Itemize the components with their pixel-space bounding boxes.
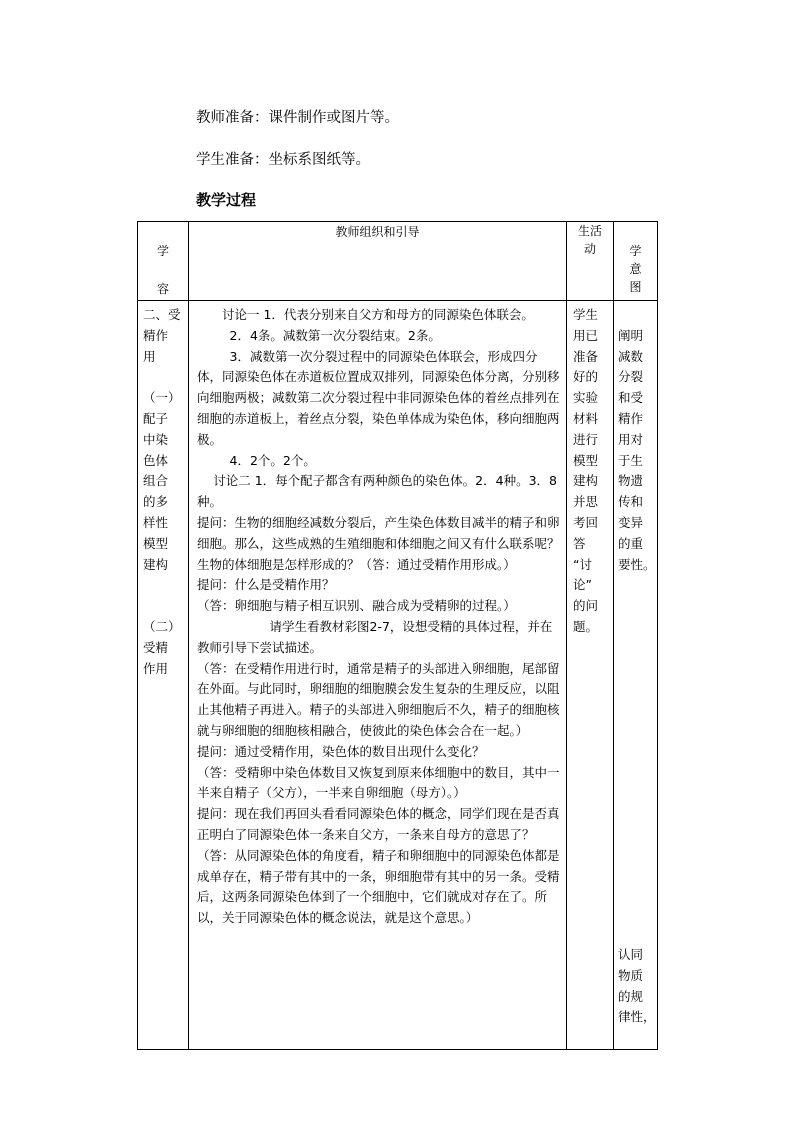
intent-bottom: 认同 物质 的规 律性， bbox=[618, 946, 656, 1025]
header-intent-line3: 图 bbox=[629, 280, 642, 294]
header-teacher-guidance: 教师组织和引导 bbox=[189, 222, 567, 301]
header-student-activity bbox=[567, 222, 614, 301]
instruction-view-figure: 请学生看教材彩图2-7，设想受精的具体过程，并在教师引导下尝试描述。 bbox=[197, 618, 553, 655]
header-content-bottom: 容 bbox=[156, 282, 169, 296]
intent-top: 阐明 减数 分裂 和受 精作 用对 于生 物遗 传和 变异 的重 要性。 bbox=[618, 327, 656, 572]
discussion2: 讨论二 1．每个配子都含有两种颜色的染色体。2．4种。3．8种。 bbox=[197, 473, 557, 510]
student-activity-cell: 学生 用已 准备 好的 实验 材料 进行 模型 建构 并思 考回 答 “讨 论” 的问 题。 bbox=[567, 301, 614, 1050]
answer-what-is-fertilization: （答：卵细胞与精子相互识别、融合成为受精卵的过程。） bbox=[197, 598, 516, 614]
teacher-guidance-cell bbox=[189, 301, 567, 1050]
lesson-table bbox=[137, 221, 658, 1050]
question-homologous-concept: 提问：现在我们再回头看看同源染色体的概念，同学们现在是否真正明白了同源染色体一条来自父方，一条来自母方的意思了？ bbox=[197, 806, 560, 842]
discussion1-q4: 4．2个。2个。 bbox=[229, 452, 316, 468]
table-body-row bbox=[138, 301, 658, 1050]
answer-chromosome-change: （答：受精卵中染色体数目又恢复到原来体细胞中的数目，其中一半来自精子（父方），一半来自卵细胞（母方）。） bbox=[197, 764, 560, 801]
header-intent-line1: 学 bbox=[629, 244, 642, 258]
header-content-top: 学 bbox=[156, 244, 169, 258]
discussion1-q3: 3．减数第一次分裂过程中的同源染色体联会，形成四分体，同源染色体在赤道板位置成双排列，同源染色体分离，分别移向细胞两极；减数第二次分裂过程中非同源染色体的着丝点排列在细胞的赤道板上，着丝点分裂，染色单体成为染色体，移向细胞两极。 bbox=[197, 348, 560, 447]
intent-spacer bbox=[618, 596, 657, 924]
teacher-preparation: 教师准备：课件制作或图片等。 bbox=[196, 110, 399, 126]
header-intent bbox=[614, 222, 658, 301]
question-fertilization-link: 提问：生物的细胞经减数分裂后，产生染色体数目减半的精子和卵细胞。那么，这些成熟的生殖细胞和体细胞之间又有什么联系呢？生物的体细胞是怎样形成的？（答：通过受精作用形成。） bbox=[197, 514, 560, 572]
intent-cell bbox=[614, 301, 658, 1050]
discussion1-q1: 讨论一 1．代表分别来自父方和母方的同源染色体联会。 bbox=[222, 307, 534, 322]
header-intent-line2: 意 bbox=[629, 262, 642, 276]
content-cell: 二、受 精作 用 （一） 配子 中染 色体 组合 的多 样性 模型 建构 （二） 受精 作用 bbox=[138, 301, 189, 1050]
header-activity-line1: 生活 bbox=[577, 224, 602, 238]
section-heading: 教学过程 bbox=[196, 191, 257, 209]
question-what-is-fertilization: 提问：什么是受精作用？ bbox=[197, 577, 335, 593]
answer-fertilization-process: （答：在受精作用进行时，通常是精子的头部进入卵细胞，尾部留在外面。与此同时，卵细胞的细胞膜会发生复杂的生理反应，以阻止其他精子再进入。精子的头部进入卵细胞后不久，精子的细胞核就与卵细胞的细胞核相融合，使彼此的染色体会合在一起。） bbox=[197, 660, 560, 738]
table-header-row bbox=[138, 222, 658, 301]
question-chromosome-change: 提问：通过受精作用，染色体的数目出现什么变化？ bbox=[197, 743, 485, 759]
header-activity-line2: 动 bbox=[583, 242, 596, 256]
discussion1-q2: 2．4条。减数第一次分裂结束。2条。 bbox=[229, 327, 441, 343]
answer-homologous-concept: （答：从同源染色体的角度看，精子和卵细胞中的同源染色体都是成单存在，精子带有其中的一条，卵细胞带有其中的另一条。受精后，这两条同源染色体到了一个细胞中，它们就成对存在了。所以，关于同源染色体的概念说法，就是这个意思。） bbox=[197, 847, 560, 926]
student-preparation: 学生准备：坐标系图纸等。 bbox=[196, 152, 370, 168]
header-content bbox=[138, 222, 189, 301]
